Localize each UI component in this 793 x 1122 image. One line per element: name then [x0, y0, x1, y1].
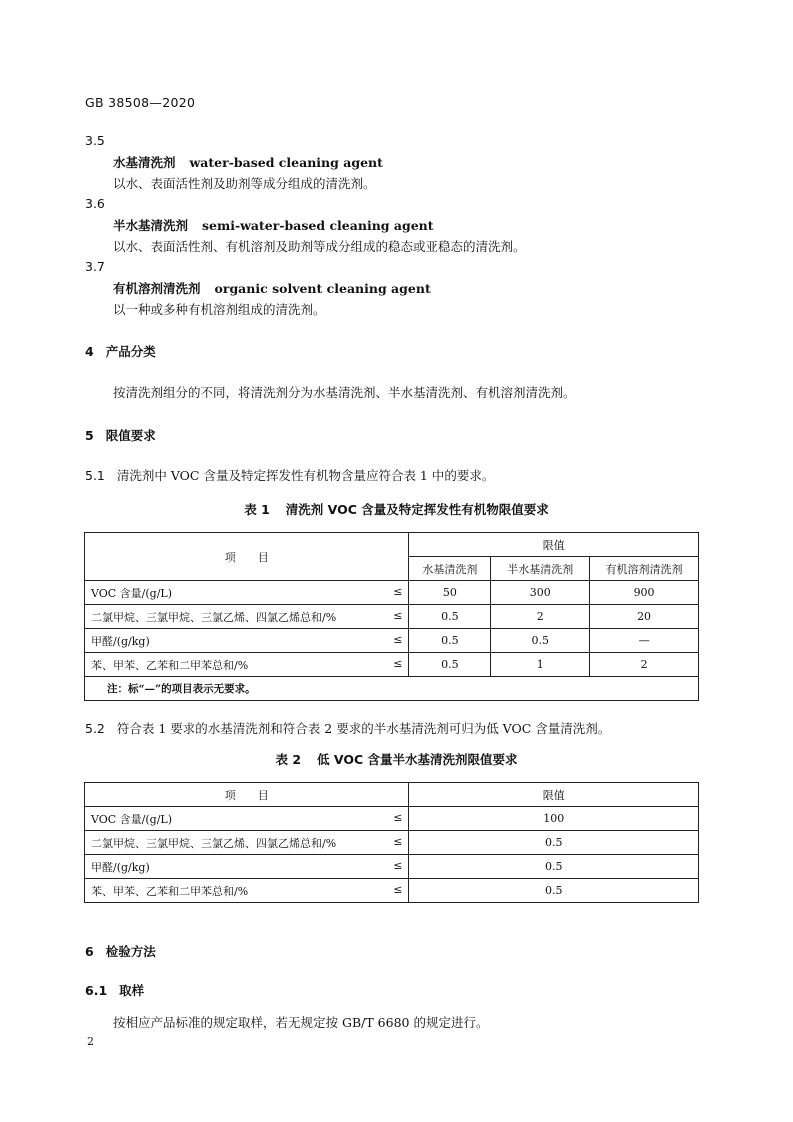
clause-5-1	[85, 466, 494, 484]
clause-number: 6.1	[85, 983, 108, 998]
leq-symbol: ≤	[393, 656, 403, 670]
item-label: 苯、甲苯、乙苯和二甲苯总和/%	[91, 658, 249, 672]
value-cell: 50	[409, 581, 491, 605]
leq-symbol: ≤	[393, 584, 403, 598]
value-cell: 0.5	[409, 653, 491, 677]
term-zh: 水基清洗剂	[113, 155, 176, 170]
section-number: 6	[85, 944, 94, 959]
leq-symbol: ≤	[393, 858, 403, 872]
column-header: 半水基清洗剂	[491, 557, 590, 581]
table-note-row	[85, 677, 699, 701]
section-4-heading	[85, 342, 156, 360]
table-header-row	[85, 533, 699, 557]
table-1-caption	[0, 500, 793, 518]
leq-symbol: ≤	[393, 834, 403, 848]
table-row	[85, 855, 699, 879]
leq-symbol: ≤	[393, 608, 403, 622]
clause-text: 符合表 1 要求的水基清洗剂和符合表 2 要求的半水基清洗剂可归为低 VOC 含量清洗剂。	[116, 721, 611, 736]
term-3-6-definition: 以水、表面活性剂、有机溶剂及助剂等成分组成的稳态或亚稳态的清洗剂。	[113, 239, 526, 254]
term-3-5-definition: 以水、表面活性剂及助剂等成分组成的清洗剂。	[113, 176, 376, 191]
term-zh: 半水基清洗剂	[113, 218, 189, 233]
value-cell: 2	[590, 653, 699, 677]
standard-number: GB 38508—2020	[85, 95, 196, 110]
table-row	[85, 653, 699, 677]
value-cell: 2	[491, 605, 590, 629]
table-2-caption	[0, 750, 793, 768]
leq-symbol: ≤	[393, 810, 403, 824]
term-3-7-definition: 以一种或多种有机溶剂组成的清洗剂。	[113, 302, 326, 317]
term-3-6-number: 3.6	[85, 196, 105, 211]
section-5-heading	[85, 426, 156, 444]
term-en: water-based cleaning agent	[189, 155, 383, 170]
item-label: VOC 含量/(g/L)	[91, 586, 173, 600]
term-zh: 有机溶剂清洗剂	[113, 281, 201, 296]
item-label: VOC 含量/(g/L)	[91, 812, 173, 826]
item-header: 项 目	[85, 533, 409, 581]
clause-number: 5.1	[85, 468, 105, 483]
table-row	[85, 605, 699, 629]
item-cell	[85, 831, 409, 855]
value-cell: 0.5	[409, 831, 699, 855]
table-row	[85, 831, 699, 855]
item-cell	[85, 879, 409, 903]
term-en: semi-water-based cleaning agent	[202, 218, 434, 233]
section-number: 5	[85, 428, 94, 443]
item-cell	[85, 807, 409, 831]
table-row	[85, 581, 699, 605]
item-cell	[85, 629, 409, 653]
value-cell: 0.5	[409, 855, 699, 879]
item-label: 二氯甲烷、三氯甲烷、三氯乙烯、四氯乙烯总和/%	[91, 836, 337, 850]
caption-text: 低 VOC 含量半水基清洗剂限值要求	[317, 752, 518, 767]
item-cell	[85, 855, 409, 879]
clause-6-1-text: 按相应产品标准的规定取样，若无规定按 GB/T 6680 的规定进行。	[113, 1015, 489, 1030]
term-en: organic solvent cleaning agent	[214, 281, 431, 296]
page-number: 2	[87, 1035, 94, 1048]
section-6-heading	[85, 942, 156, 960]
value-cell: 900	[590, 581, 699, 605]
clause-6-1-heading	[85, 981, 144, 999]
table-2	[84, 782, 699, 903]
leq-symbol: ≤	[393, 882, 403, 896]
term-3-6-title	[113, 215, 434, 234]
section-title: 检验方法	[105, 944, 156, 959]
section-title: 产品分类	[105, 344, 156, 359]
value-cell: 0.5	[491, 629, 590, 653]
clause-number: 5.2	[85, 721, 105, 736]
value-cell: 300	[491, 581, 590, 605]
value-cell: 0.5	[409, 879, 699, 903]
item-label: 苯、甲苯、乙苯和二甲苯总和/%	[91, 884, 249, 898]
item-label: 甲醛/(g/kg)	[91, 634, 150, 648]
term-3-7-title	[113, 278, 431, 297]
table-note: 注：标“—”的项目表示无要求。	[85, 677, 699, 701]
leq-symbol: ≤	[393, 632, 403, 646]
section-title: 限值要求	[105, 428, 156, 443]
item-label: 二氯甲烷、三氯甲烷、三氯乙烯、四氯乙烯总和/%	[91, 610, 337, 624]
item-header: 项 目	[85, 783, 409, 807]
value-cell: 20	[590, 605, 699, 629]
table-header-row	[85, 783, 699, 807]
table-row	[85, 629, 699, 653]
limit-header: 限值	[409, 783, 699, 807]
section-4-text: 按清洗剂组分的不同，将清洗剂分为水基清洗剂、半水基清洗剂、有机溶剂清洗剂。	[113, 385, 576, 400]
item-cell	[85, 653, 409, 677]
column-header: 有机溶剂清洗剂	[590, 557, 699, 581]
caption-number: 表 2	[275, 752, 302, 767]
caption-number: 表 1	[244, 502, 270, 517]
clause-text: 清洗剂中 VOC 含量及特定挥发性有机物含量应符合表 1 中的要求。	[116, 468, 495, 483]
section-number: 4	[85, 344, 94, 359]
clause-5-2	[85, 719, 610, 737]
value-cell: 0.5	[409, 629, 491, 653]
limit-header: 限值	[409, 533, 699, 557]
term-3-7-number: 3.7	[85, 259, 105, 274]
term-3-5-title	[113, 152, 383, 171]
value-cell: —	[590, 629, 699, 653]
value-cell: 100	[409, 807, 699, 831]
column-header: 水基清洗剂	[409, 557, 491, 581]
item-cell	[85, 605, 409, 629]
item-cell	[85, 581, 409, 605]
value-cell: 0.5	[409, 605, 491, 629]
value-cell: 1	[491, 653, 590, 677]
term-3-5-number: 3.5	[85, 133, 105, 148]
clause-title: 取样	[119, 983, 145, 998]
table-row	[85, 879, 699, 903]
caption-text: 清洗剂 VOC 含量及特定挥发性有机物限值要求	[285, 502, 549, 517]
table-1	[84, 532, 699, 701]
item-label: 甲醛/(g/kg)	[91, 860, 150, 874]
table-row	[85, 807, 699, 831]
